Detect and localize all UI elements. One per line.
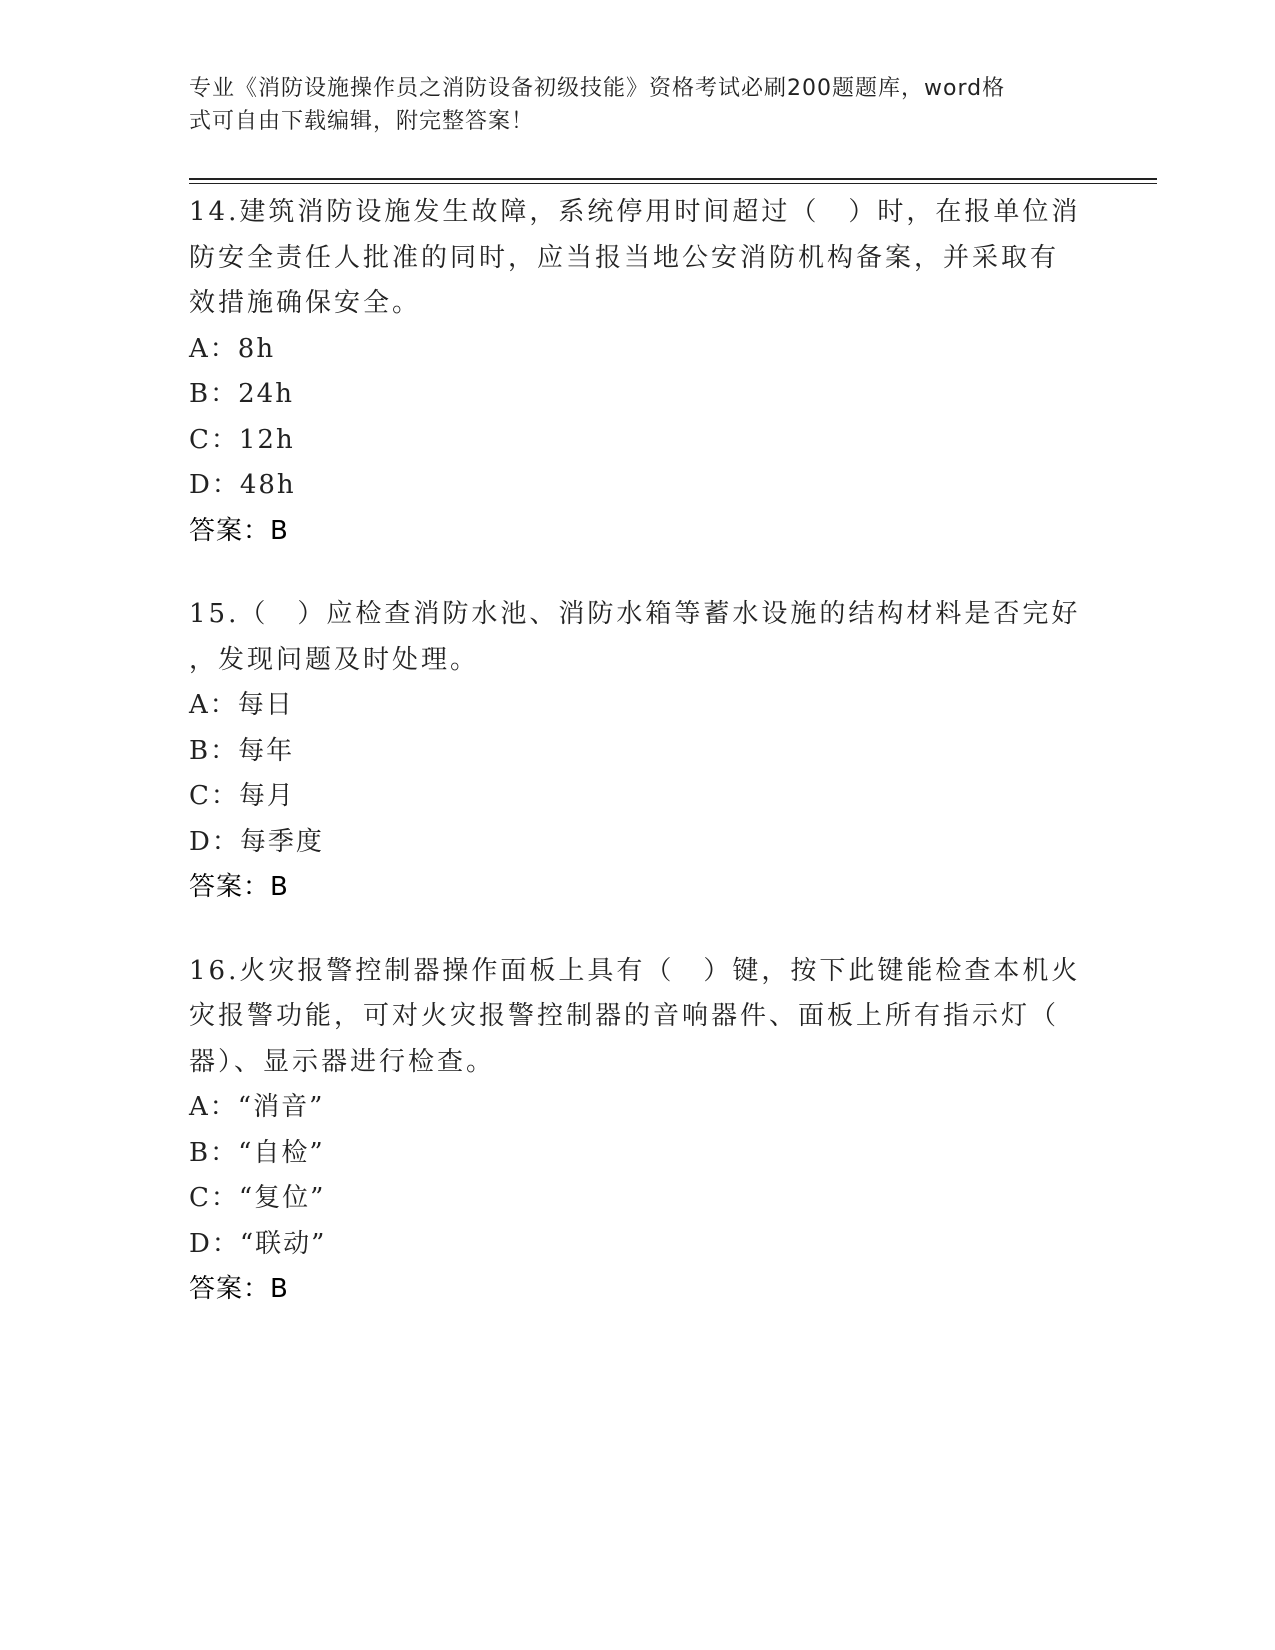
- answer-line: 答案：B: [189, 1274, 289, 1304]
- option-b: B：每年: [189, 735, 295, 766]
- header-divider-thick: [189, 178, 1157, 180]
- question-text-line: 器）、显示器进行检查。: [189, 1046, 496, 1077]
- answer-line: 答案：B: [189, 872, 289, 902]
- option-c: C：“复位”: [189, 1183, 326, 1213]
- option-d: D：每季度: [189, 826, 324, 857]
- question-text-line: 16.火灾报警控制器操作面板上具有（ ）键，按下此键能检查本机火: [189, 955, 1081, 986]
- question-text-line: 14.建筑消防设施发生故障，系统停用时间超过（ ）时，在报单位消: [189, 197, 1081, 227]
- question-text-line: 防安全责任人批准的同时，应当报当地公安消防机构备案，并采取有: [189, 242, 1060, 273]
- question-15: [189, 592, 1089, 911]
- question-14: [189, 190, 1089, 554]
- option-a: A：每日: [189, 690, 294, 720]
- option-b: B：“自检”: [189, 1137, 325, 1168]
- option-d: D：“联动”: [189, 1228, 327, 1259]
- header-line-2: 式可自由下载编辑，附完整答案！: [189, 109, 535, 134]
- question-text-line: 15.（ ）应检查消防水池、消防水箱等蓄水设施的结构材料是否完好: [189, 599, 1081, 629]
- question-list: [189, 190, 1089, 1351]
- header-line-1: 专业《消防设施操作员之消防设备初级技能》资格考试必刷200题题库，word格: [189, 76, 1006, 101]
- document-header: [189, 72, 1089, 138]
- option-a: A：“消音”: [189, 1092, 325, 1122]
- answer-line: 答案：B: [189, 515, 289, 546]
- option-c: C：12h: [189, 424, 295, 455]
- option-d: D：48h: [189, 470, 296, 500]
- option-c: C：每月: [189, 781, 295, 811]
- option-b: B：24h: [189, 379, 294, 409]
- question-text-line: ，发现问题及时处理。: [189, 644, 480, 675]
- question-16: [189, 949, 1089, 1313]
- question-text-line: 灾报警功能，可对火灾报警控制器的音响器件、面板上所有指示灯（: [189, 1001, 1060, 1031]
- option-a: A：8h: [189, 333, 276, 364]
- question-text-line: 效措施确保安全。: [189, 288, 422, 318]
- header-divider-thin: [189, 183, 1157, 184]
